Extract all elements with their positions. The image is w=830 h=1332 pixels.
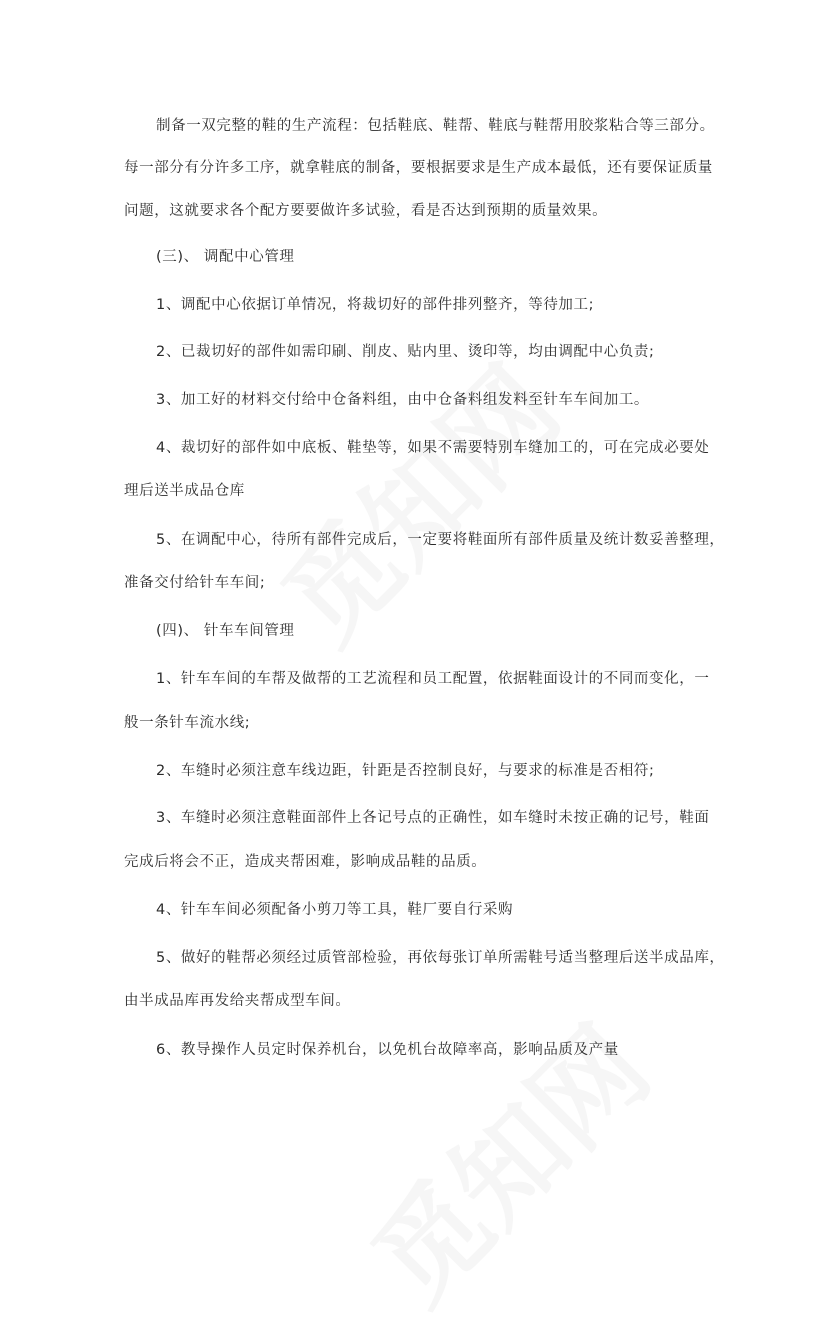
paragraph-line: 3、加工好的材料交付给中仓备料组，由中仓备料组发料至针车车间加工。 [156, 392, 650, 408]
paragraph-line: 4、裁切好的部件如中底板、鞋垫等，如果不需要特别车缝加工的，可在完成必要处 [156, 440, 710, 456]
paragraph-line: 5、做好的鞋帮必须经过质管部检验，再依每张订单所需鞋号适当整理后送半成品库， [156, 950, 725, 966]
paragraph-line: 般一条针车流水线; [124, 715, 251, 731]
paragraph-line: 1、针车车间的车帮及做帮的工艺流程和员工配置，依据鞋面设计的不同而变化，一 [156, 671, 710, 687]
paragraph-line: 理后送半成品仓库 [124, 483, 245, 499]
watermark [242, 326, 587, 671]
paragraph-line: 2、车缝时必须注意车线边距，针距是否控制良好，与要求的标准是否相符; [156, 763, 655, 779]
paragraph-line: 3、车缝时必须注意鞋面部件上各记号点的正确性，如车缝时未按正确的记号，鞋面 [156, 810, 710, 826]
paragraph-line: 完成后将会不正，造成夹帮困难，影响成品鞋的品质。 [124, 854, 487, 870]
paragraph-line: 1、调配中心依据订单情况，将裁切好的部件排列整齐，等待加工; [156, 297, 595, 313]
paragraph-line: 5、在调配中心，待所有部件完成后，一定要将鞋面所有部件质量及统计数妥善整理， [156, 532, 725, 548]
watermark [332, 986, 677, 1331]
paragraph-line: 每一部分有分许多工序，就拿鞋底的制备，要根据要求是生产成本最低，还有要保证质量 [124, 160, 713, 176]
paragraph-line: 由半成品库再发给夹帮成型车间。 [124, 993, 351, 1009]
section-heading: (三)、 调配中心管理 [156, 249, 295, 265]
paragraph-line: 制备一双完整的鞋的生产流程：包括鞋底、鞋帮、鞋底与鞋帮用胶浆粘合等三部分。 [156, 118, 715, 134]
section-heading: (四)、 针车车间管理 [156, 623, 295, 639]
paragraph-line: 6、教导操作人员定时保养机台，以免机台故障率高，影响品质及产量 [156, 1042, 619, 1058]
paragraph-line: 问题，这就要求各个配方要要做许多试验，看是否达到预期的质量效果。 [124, 203, 608, 219]
paragraph-line: 4、针车车间必须配备小剪刀等工具，鞋厂要自行采购 [156, 902, 514, 918]
paragraph-line: 准备交付给针车车间; [124, 575, 266, 591]
paragraph-line: 2、已裁切好的部件如需印刷、削皮、贴内里、烫印等，均由调配中心负责; [156, 344, 655, 360]
